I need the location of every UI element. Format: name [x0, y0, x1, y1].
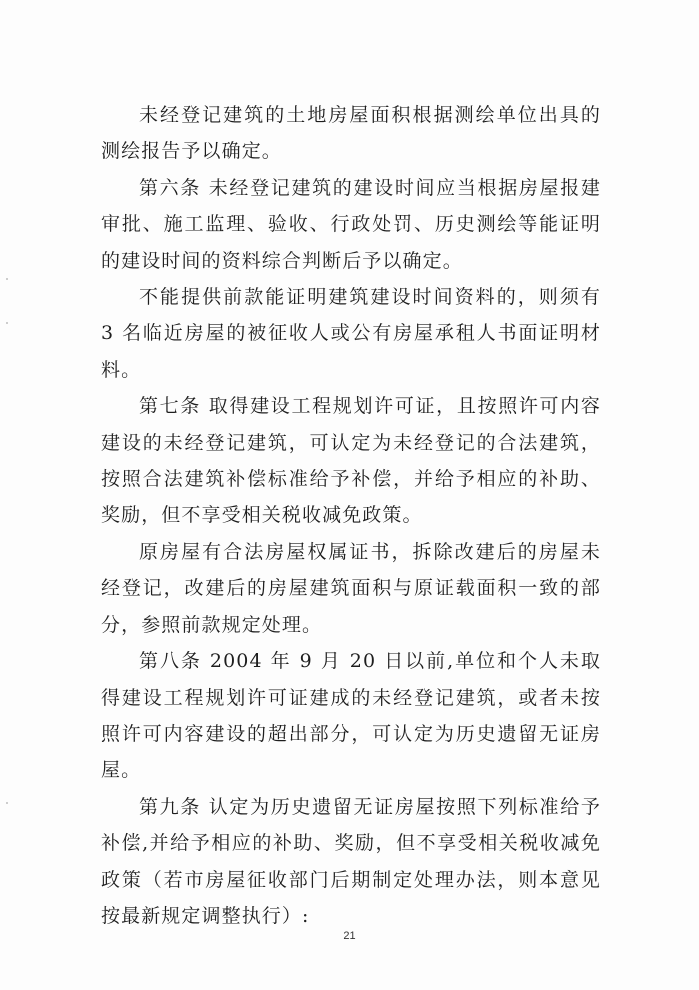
paragraph-article-8: 第八条 2004 年 9 月 20 日以前,单位和个人未取得建设工程规划许可证建成的未经登记建筑，或者未按照许可内容建设的超出部分，可认定为历史遗留无证房屋。 — [101, 650, 601, 782]
document-body — [101, 97, 601, 934]
paragraph-article-7: 第七条 取得建设工程规划许可证，且按照许可内容建设的未经登记建筑，可认定为未经登记的合法建筑，按照合法建筑补偿标准给予补偿，并给予相应的补助、奖励，但不享受相关税收减免政策。 — [101, 395, 601, 527]
paragraph-area-confirmation: 未经登记建筑的土地房屋面积根据测绘单位出具的测绘报告予以确定。 — [101, 104, 601, 163]
scan-artifact — [6, 802, 8, 804]
scan-artifact — [6, 322, 8, 324]
scan-artifact — [6, 278, 8, 280]
paragraph-article-6-clause-2: 不能提供前款能证明建筑建设时间资料的，则须有 3 名临近房屋的被征收人或公有房屋承租人书面证明材料。 — [101, 286, 601, 381]
paragraph-article-9: 第九条 认定为历史遗留无证房屋按照下列标准给予补偿,并给予相应的补助、奖励，但不享受相关税收减免政策（若市房屋征收部门后期制定处理办法，则本意见按最新规定调整执行）: — [101, 795, 601, 927]
page-number: 21 — [343, 930, 356, 942]
paragraph-article-7-clause-2: 原房屋有合法房屋权属证书，拆除改建后的房屋未经登记，改建后的房屋建筑面积与原证载面积一致的部分，参照前款规定处理。 — [101, 540, 601, 636]
paragraph-article-6: 第六条 未经登记建筑的建设时间应当根据房屋报建审批、施工监理、验收、行政处罚、历史测绘等能证明的建设时间的资料综合判断后予以确定。 — [101, 176, 601, 272]
